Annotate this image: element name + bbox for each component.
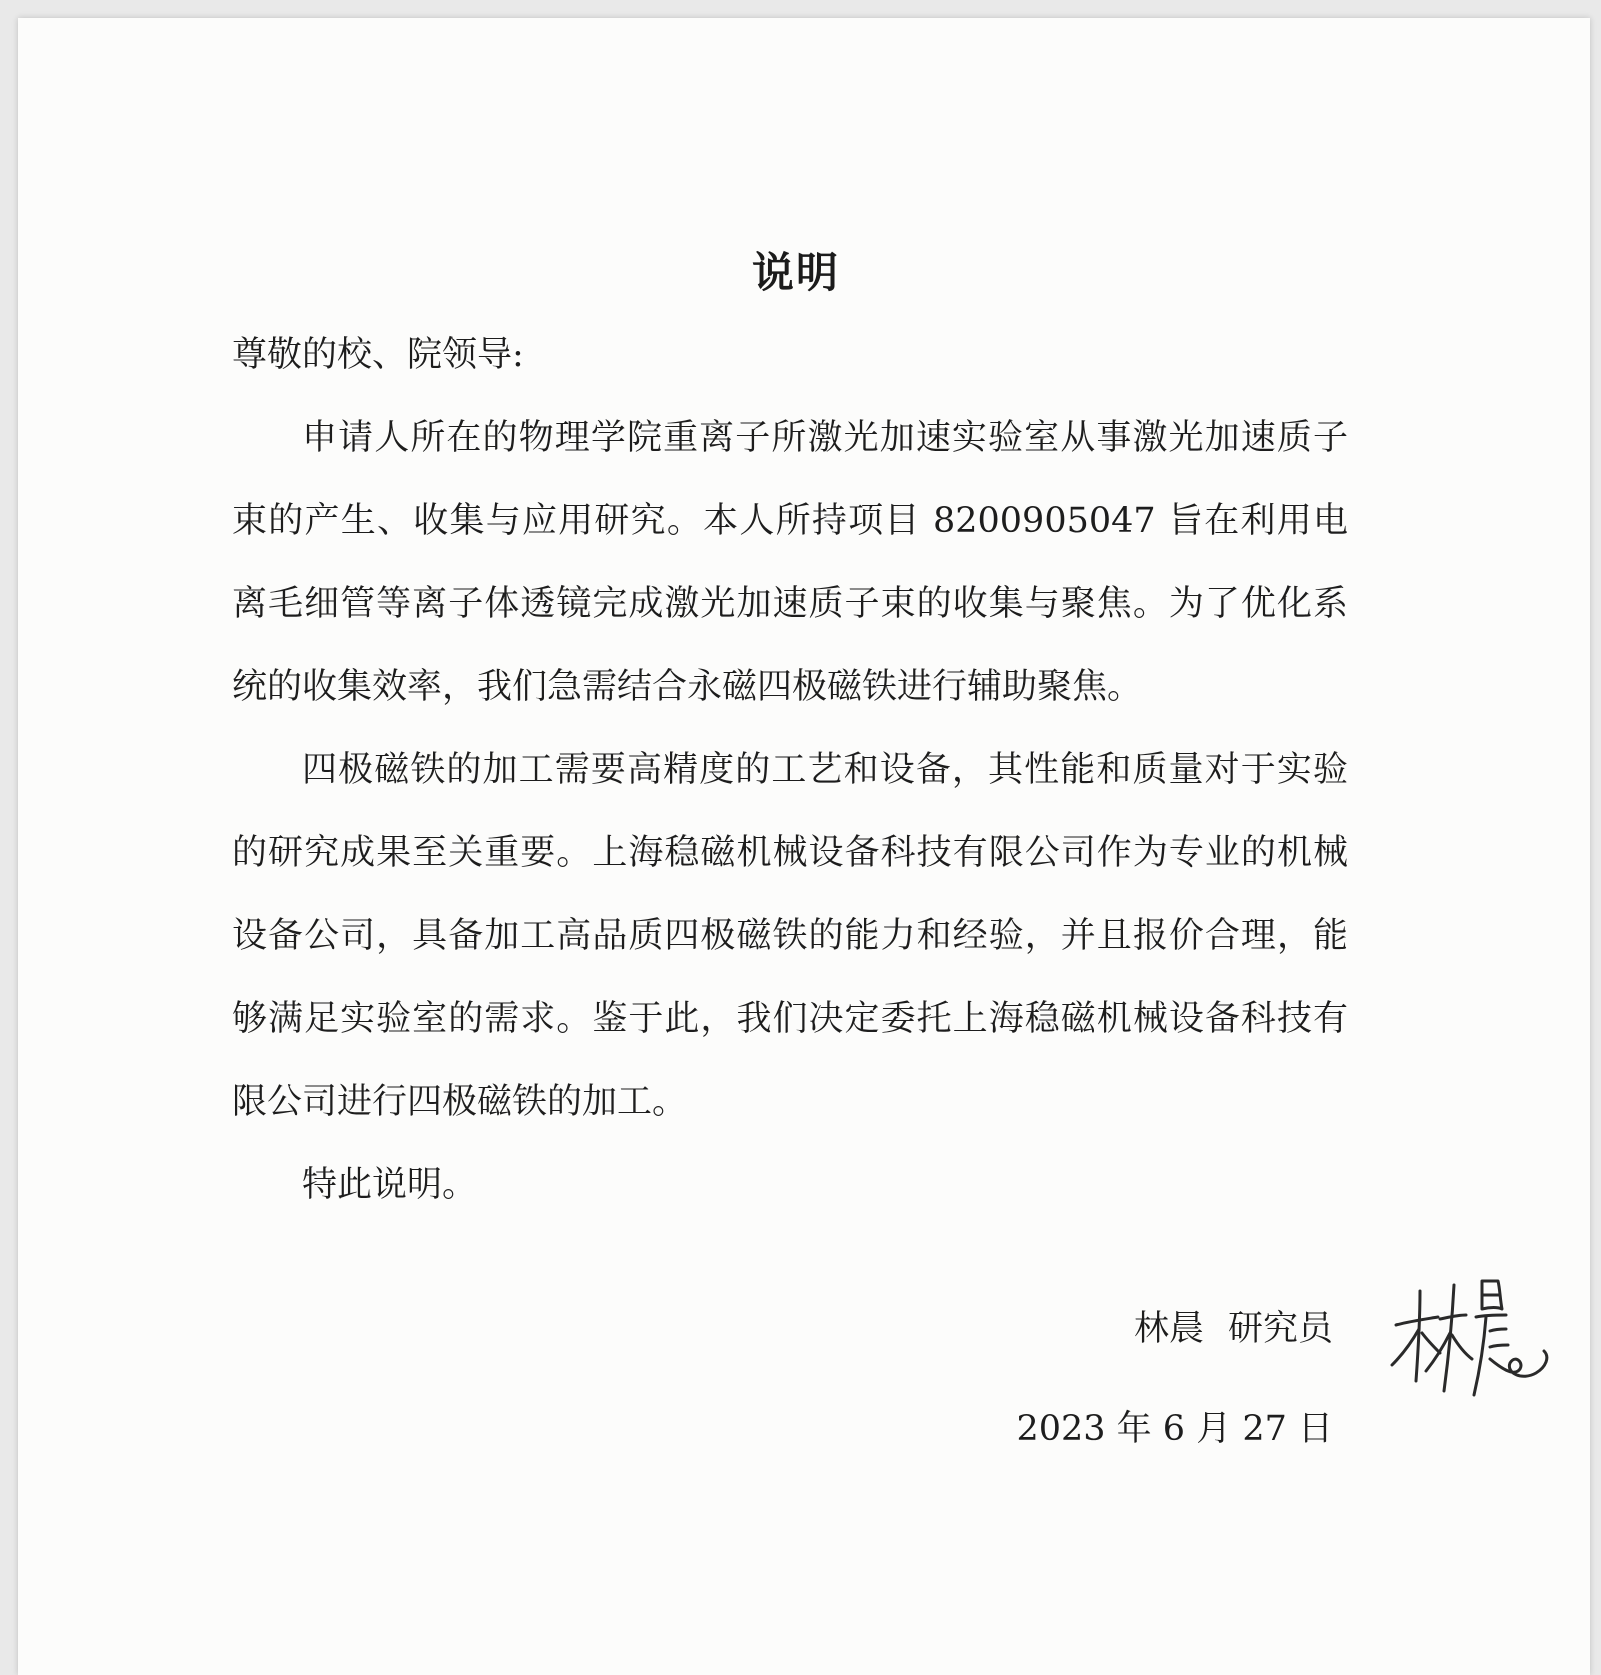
signer-name: 林晨 [1133,1309,1204,1349]
signer-title: 研究员 [1227,1309,1333,1349]
salutation: 尊敬的校、院领导: [232,335,524,375]
signer-line [1134,1301,1333,1351]
paragraph-2: 四极磁铁的加工需要高精度的工艺和设备，其性能和质量对于实验的研究成果至关重要。上海稳磁机械设备科技有限公司作为专业的机械设备公司，具备加工高品质四极磁铁的能力和经验，并且报价合理，能够满足实验室的需求。鉴于此，我们决定委托上海稳磁机械设备科技有限公司进行四极磁铁的加工。 [232,750,1348,1122]
document-title: 说明 [751,248,840,297]
document-body [232,314,1348,1227]
document-date: 2023 年 6 月 27 日 [1016,1409,1333,1449]
paragraph-1: 申请人所在的物理学院重离子所激光加速实验室从事激光加速质子束的产生、收集与应用研究。本人所持项目 8200905047 旨在利用电离毛细管等离子体透镜完成激光加速质子束的收集与聚焦。为了优化系统的收集效率，我们急需结合永磁四极磁铁进行辅助聚焦。 [232,418,1348,707]
handwritten-signature [1386,1273,1556,1403]
paragraph-3: 特此说明。 [302,1165,478,1205]
document-page [18,18,1590,1675]
